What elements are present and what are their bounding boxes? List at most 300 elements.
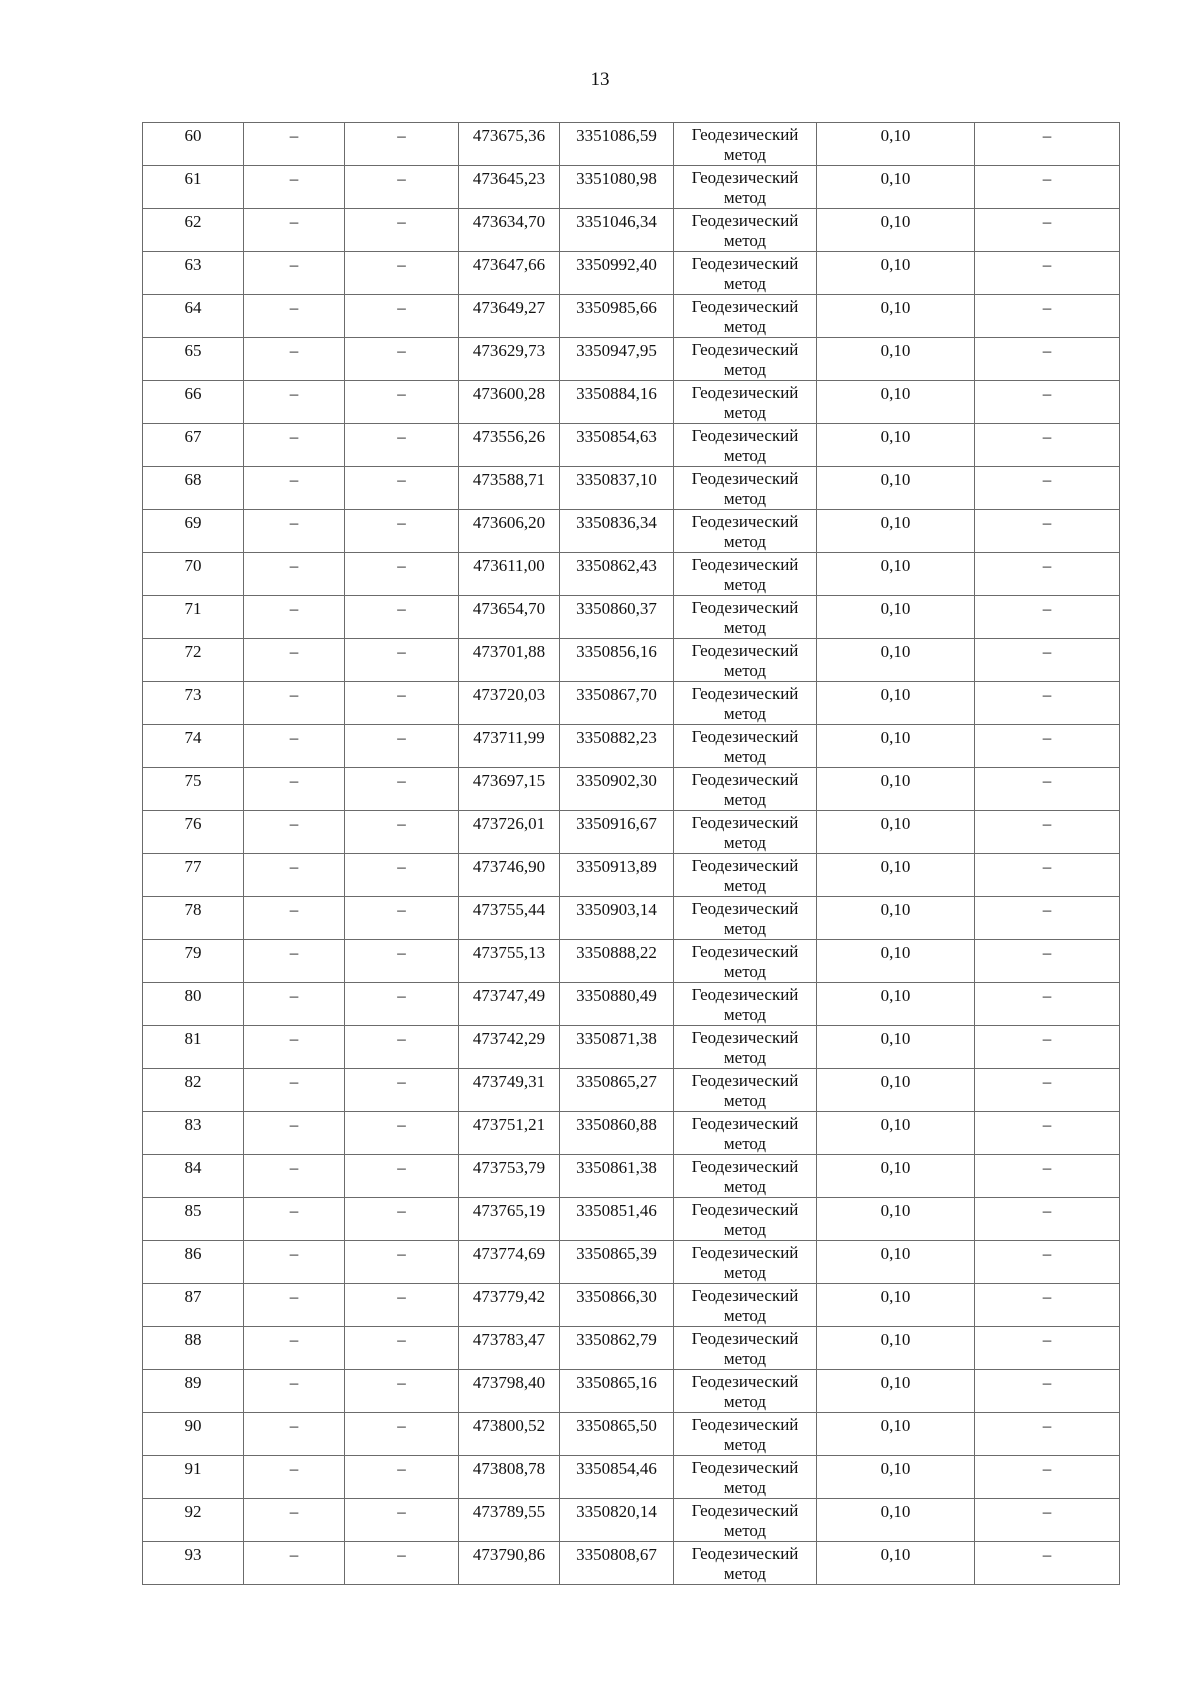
method-line-2: метод [723,403,767,422]
method-cell [674,467,817,510]
empty-dash-cell: – [345,123,459,166]
y-coordinate-cell: 3350865,16 [560,1370,674,1413]
accuracy-cell: 0,10 [817,467,975,510]
table-row [143,553,1120,596]
method-cell [674,1370,817,1413]
empty-dash-cell: – [975,1069,1120,1112]
accuracy-cell: 0,10 [817,123,975,166]
point-number-cell: 74 [143,725,244,768]
point-number-cell: 82 [143,1069,244,1112]
empty-dash-cell: – [244,1284,345,1327]
page-number: 13 [590,69,610,90]
accuracy-cell: 0,10 [817,1327,975,1370]
method-line-1: Геодезический [691,1028,799,1047]
method-line-1: Геодезический [691,297,799,316]
point-number-cell: 87 [143,1284,244,1327]
y-coordinate-cell: 3350866,30 [560,1284,674,1327]
empty-dash-cell: – [975,467,1120,510]
point-number-cell: 81 [143,1026,244,1069]
empty-dash-cell: – [345,682,459,725]
method-cell [674,252,817,295]
method-line-1: Геодезический [691,813,799,832]
empty-dash-cell: – [244,1327,345,1370]
x-coordinate-cell: 473742,29 [459,1026,560,1069]
empty-dash-cell: – [244,940,345,983]
method-line-2: метод [723,1091,767,1110]
x-coordinate-cell: 473755,44 [459,897,560,940]
method-line-2: метод [723,446,767,465]
method-cell [674,1069,817,1112]
method-line-2: метод [723,1048,767,1067]
method-line-2: метод [723,790,767,809]
method-cell [674,1499,817,1542]
table-row [143,424,1120,467]
y-coordinate-cell: 3351046,34 [560,209,674,252]
empty-dash-cell: – [244,1069,345,1112]
empty-dash-cell: – [345,1456,459,1499]
method-line-1: Геодезический [691,1157,799,1176]
method-line-2: метод [723,231,767,250]
y-coordinate-cell: 3350836,34 [560,510,674,553]
empty-dash-cell: – [345,1155,459,1198]
empty-dash-cell: – [244,295,345,338]
x-coordinate-cell: 473753,79 [459,1155,560,1198]
accuracy-cell: 0,10 [817,1284,975,1327]
x-coordinate-cell: 473611,00 [459,553,560,596]
empty-dash-cell: – [975,1198,1120,1241]
method-line-2: метод [723,1134,767,1153]
empty-dash-cell: – [345,1069,459,1112]
method-line-1: Геодезический [691,1501,799,1520]
empty-dash-cell: – [975,424,1120,467]
empty-dash-cell: – [345,252,459,295]
x-coordinate-cell: 473808,78 [459,1456,560,1499]
x-coordinate-cell: 473556,26 [459,424,560,467]
point-number-cell: 92 [143,1499,244,1542]
accuracy-cell: 0,10 [817,1456,975,1499]
empty-dash-cell: – [244,1542,345,1585]
empty-dash-cell: – [975,553,1120,596]
method-line-1: Геодезический [691,555,799,574]
method-cell [674,682,817,725]
point-number-cell: 73 [143,682,244,725]
method-line-2: метод [723,1263,767,1282]
empty-dash-cell: – [244,338,345,381]
method-line-2: метод [723,661,767,680]
y-coordinate-cell: 3350985,66 [560,295,674,338]
x-coordinate-cell: 473606,20 [459,510,560,553]
accuracy-cell: 0,10 [817,983,975,1026]
y-coordinate-cell: 3350854,46 [560,1456,674,1499]
x-coordinate-cell: 473783,47 [459,1327,560,1370]
point-number-cell: 61 [143,166,244,209]
method-line-1: Геодезический [691,512,799,531]
table-row [143,639,1120,682]
x-coordinate-cell: 473720,03 [459,682,560,725]
y-coordinate-cell: 3350880,49 [560,983,674,1026]
empty-dash-cell: – [244,682,345,725]
table-row [143,1241,1120,1284]
method-line-2: метод [723,360,767,379]
empty-dash-cell: – [975,209,1120,252]
table-row [143,1284,1120,1327]
method-line-1: Геодезический [691,1114,799,1133]
empty-dash-cell: – [975,1241,1120,1284]
x-coordinate-cell: 473647,66 [459,252,560,295]
y-coordinate-cell: 3350860,37 [560,596,674,639]
point-number-cell: 80 [143,983,244,1026]
accuracy-cell: 0,10 [817,338,975,381]
point-number-cell: 70 [143,553,244,596]
empty-dash-cell: – [244,1241,345,1284]
method-line-2: метод [723,962,767,981]
empty-dash-cell: – [345,1542,459,1585]
method-line-1: Геодезический [691,1372,799,1391]
table-row [143,983,1120,1026]
empty-dash-cell: – [975,639,1120,682]
y-coordinate-cell: 3350947,95 [560,338,674,381]
empty-dash-cell: – [244,510,345,553]
table-row [143,209,1120,252]
point-number-cell: 69 [143,510,244,553]
accuracy-cell: 0,10 [817,639,975,682]
empty-dash-cell: – [975,983,1120,1026]
table-row [143,1069,1120,1112]
empty-dash-cell: – [345,209,459,252]
method-line-1: Геодезический [691,899,799,918]
x-coordinate-cell: 473800,52 [459,1413,560,1456]
accuracy-cell: 0,10 [817,940,975,983]
empty-dash-cell: – [244,166,345,209]
method-line-2: метод [723,274,767,293]
method-cell [674,1284,817,1327]
y-coordinate-cell: 3350882,23 [560,725,674,768]
table-row [143,596,1120,639]
empty-dash-cell: – [345,1112,459,1155]
point-number-cell: 85 [143,1198,244,1241]
method-line-1: Геодезический [691,340,799,359]
method-line-1: Геодезический [691,684,799,703]
method-cell [674,1026,817,1069]
x-coordinate-cell: 473746,90 [459,854,560,897]
accuracy-cell: 0,10 [817,1241,975,1284]
method-line-2: метод [723,1521,767,1540]
y-coordinate-cell: 3350902,30 [560,768,674,811]
y-coordinate-cell: 3350865,27 [560,1069,674,1112]
method-line-1: Геодезический [691,125,799,144]
table-row [143,725,1120,768]
empty-dash-cell: – [244,553,345,596]
empty-dash-cell: – [975,1284,1120,1327]
method-cell [674,1155,817,1198]
empty-dash-cell: – [975,854,1120,897]
x-coordinate-cell: 473629,73 [459,338,560,381]
x-coordinate-cell: 473697,15 [459,768,560,811]
method-cell [674,854,817,897]
method-line-2: метод [723,1349,767,1368]
empty-dash-cell: – [244,123,345,166]
method-cell [674,983,817,1026]
empty-dash-cell: – [975,1456,1120,1499]
table-row [143,854,1120,897]
method-cell [674,381,817,424]
method-line-2: метод [723,833,767,852]
point-number-cell: 84 [143,1155,244,1198]
empty-dash-cell: – [244,1026,345,1069]
method-cell [674,424,817,467]
method-line-2: метод [723,532,767,551]
table-row [143,1327,1120,1370]
method-line-2: метод [723,1478,767,1497]
empty-dash-cell: – [975,682,1120,725]
point-number-cell: 77 [143,854,244,897]
accuracy-cell: 0,10 [817,1198,975,1241]
empty-dash-cell: – [345,510,459,553]
accuracy-cell: 0,10 [817,1542,975,1585]
empty-dash-cell: – [345,553,459,596]
accuracy-cell: 0,10 [817,1112,975,1155]
accuracy-cell: 0,10 [817,381,975,424]
empty-dash-cell: – [345,768,459,811]
point-number-cell: 83 [143,1112,244,1155]
method-line-1: Геодезический [691,856,799,875]
method-line-2: метод [723,704,767,723]
method-line-2: метод [723,489,767,508]
accuracy-cell: 0,10 [817,166,975,209]
point-number-cell: 91 [143,1456,244,1499]
empty-dash-cell: – [345,1241,459,1284]
accuracy-cell: 0,10 [817,1499,975,1542]
method-line-1: Геодезический [691,598,799,617]
empty-dash-cell: – [244,252,345,295]
y-coordinate-cell: 3350871,38 [560,1026,674,1069]
empty-dash-cell: – [345,1198,459,1241]
empty-dash-cell: – [244,467,345,510]
method-cell [674,1241,817,1284]
empty-dash-cell: – [244,1413,345,1456]
point-number-cell: 86 [143,1241,244,1284]
empty-dash-cell: – [345,983,459,1026]
point-number-cell: 79 [143,940,244,983]
point-number-cell: 64 [143,295,244,338]
empty-dash-cell: – [345,467,459,510]
method-line-1: Геодезический [691,211,799,230]
point-number-cell: 78 [143,897,244,940]
method-cell [674,897,817,940]
method-line-1: Геодезический [691,942,799,961]
accuracy-cell: 0,10 [817,1026,975,1069]
accuracy-cell: 0,10 [817,682,975,725]
table-row [143,1413,1120,1456]
empty-dash-cell: – [244,596,345,639]
method-cell [674,338,817,381]
y-coordinate-cell: 3350854,63 [560,424,674,467]
method-line-1: Геодезический [691,469,799,488]
method-line-2: метод [723,1564,767,1583]
method-line-2: метод [723,1435,767,1454]
point-number-cell: 62 [143,209,244,252]
method-line-2: метод [723,1392,767,1411]
empty-dash-cell: – [975,1370,1120,1413]
empty-dash-cell: – [975,510,1120,553]
x-coordinate-cell: 473649,27 [459,295,560,338]
empty-dash-cell: – [975,596,1120,639]
method-cell [674,768,817,811]
x-coordinate-cell: 473755,13 [459,940,560,983]
table-row [143,1370,1120,1413]
method-cell [674,1456,817,1499]
x-coordinate-cell: 473798,40 [459,1370,560,1413]
method-line-1: Геодезический [691,383,799,402]
empty-dash-cell: – [244,209,345,252]
empty-dash-cell: – [345,1026,459,1069]
y-coordinate-cell: 3350808,67 [560,1542,674,1585]
method-line-2: метод [723,145,767,164]
point-number-cell: 66 [143,381,244,424]
accuracy-cell: 0,10 [817,424,975,467]
y-coordinate-cell: 3350867,70 [560,682,674,725]
empty-dash-cell: – [345,639,459,682]
accuracy-cell: 0,10 [817,1155,975,1198]
table-row [143,166,1120,209]
method-cell [674,553,817,596]
accuracy-cell: 0,10 [817,1370,975,1413]
accuracy-cell: 0,10 [817,252,975,295]
method-line-1: Геодезический [691,1243,799,1262]
method-cell [674,596,817,639]
x-coordinate-cell: 473588,71 [459,467,560,510]
method-line-1: Геодезический [691,1329,799,1348]
empty-dash-cell: – [244,424,345,467]
method-cell [674,1198,817,1241]
empty-dash-cell: – [345,1499,459,1542]
method-cell [674,209,817,252]
method-line-1: Геодезический [691,426,799,445]
point-number-cell: 72 [143,639,244,682]
y-coordinate-cell: 3351086,59 [560,123,674,166]
empty-dash-cell: – [975,1499,1120,1542]
empty-dash-cell: – [345,1413,459,1456]
empty-dash-cell: – [244,639,345,682]
table-row [143,768,1120,811]
accuracy-cell: 0,10 [817,510,975,553]
accuracy-cell: 0,10 [817,553,975,596]
empty-dash-cell: – [345,811,459,854]
y-coordinate-cell: 3350861,38 [560,1155,674,1198]
method-cell [674,725,817,768]
empty-dash-cell: – [975,1155,1120,1198]
point-number-cell: 71 [143,596,244,639]
point-number-cell: 75 [143,768,244,811]
point-number-cell: 60 [143,123,244,166]
x-coordinate-cell: 473701,88 [459,639,560,682]
empty-dash-cell: – [345,1327,459,1370]
table-row [143,682,1120,725]
empty-dash-cell: – [975,1327,1120,1370]
point-number-cell: 68 [143,467,244,510]
table-row [143,1155,1120,1198]
empty-dash-cell: – [975,166,1120,209]
method-cell [674,510,817,553]
method-line-1: Геодезический [691,770,799,789]
empty-dash-cell: – [244,1112,345,1155]
x-coordinate-cell: 473726,01 [459,811,560,854]
empty-dash-cell: – [244,381,345,424]
empty-dash-cell: – [244,1499,345,1542]
table-row [143,1456,1120,1499]
empty-dash-cell: – [975,295,1120,338]
empty-dash-cell: – [244,725,345,768]
accuracy-cell: 0,10 [817,596,975,639]
y-coordinate-cell: 3350820,14 [560,1499,674,1542]
y-coordinate-cell: 3350888,22 [560,940,674,983]
empty-dash-cell: – [345,338,459,381]
method-line-2: метод [723,747,767,766]
table-row [143,510,1120,553]
empty-dash-cell: – [975,768,1120,811]
method-line-2: метод [723,919,767,938]
empty-dash-cell: – [244,983,345,1026]
table-row [143,252,1120,295]
method-line-2: метод [723,188,767,207]
empty-dash-cell: – [345,1370,459,1413]
method-cell [674,166,817,209]
empty-dash-cell: – [244,1456,345,1499]
x-coordinate-cell: 473645,23 [459,166,560,209]
empty-dash-cell: – [345,596,459,639]
table-row [143,467,1120,510]
method-line-2: метод [723,1220,767,1239]
empty-dash-cell: – [975,897,1120,940]
x-coordinate-cell: 473711,99 [459,725,560,768]
y-coordinate-cell: 3350862,43 [560,553,674,596]
empty-dash-cell: – [345,1284,459,1327]
table-row [143,1499,1120,1542]
method-line-1: Геодезический [691,985,799,1004]
y-coordinate-cell: 3350903,14 [560,897,674,940]
x-coordinate-cell: 473789,55 [459,1499,560,1542]
table-row [143,1026,1120,1069]
empty-dash-cell: – [244,1370,345,1413]
x-coordinate-cell: 473774,69 [459,1241,560,1284]
empty-dash-cell: – [345,854,459,897]
method-cell [674,1112,817,1155]
empty-dash-cell: – [975,338,1120,381]
method-line-1: Геодезический [691,1286,799,1305]
empty-dash-cell: – [975,725,1120,768]
accuracy-cell: 0,10 [817,1413,975,1456]
method-cell [674,1327,817,1370]
method-line-1: Геодезический [691,1544,799,1563]
empty-dash-cell: – [244,768,345,811]
empty-dash-cell: – [345,295,459,338]
empty-dash-cell: – [975,381,1120,424]
accuracy-cell: 0,10 [817,768,975,811]
table-row [143,1112,1120,1155]
method-line-1: Геодезический [691,1458,799,1477]
empty-dash-cell: – [244,811,345,854]
method-line-1: Геодезический [691,727,799,746]
y-coordinate-cell: 3350860,88 [560,1112,674,1155]
x-coordinate-cell: 473790,86 [459,1542,560,1585]
empty-dash-cell: – [975,1413,1120,1456]
y-coordinate-cell: 3350856,16 [560,639,674,682]
point-number-cell: 65 [143,338,244,381]
method-cell [674,639,817,682]
accuracy-cell: 0,10 [817,295,975,338]
y-coordinate-cell: 3350837,10 [560,467,674,510]
empty-dash-cell: – [975,940,1120,983]
